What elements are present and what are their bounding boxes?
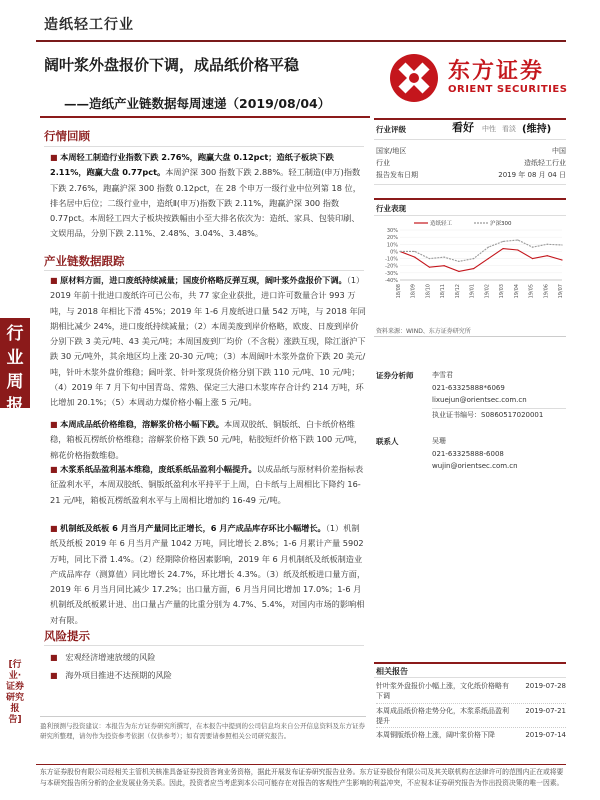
rating-info-row bbox=[376, 146, 566, 156]
legend-label: 沪深300 bbox=[490, 221, 512, 227]
chart-heading: 行业表现 bbox=[376, 204, 406, 213]
review-body: 本周沪深 300 指数下跌 2.88%。轻工制造(申万)指数下跌 2.76%，跑赢沪深 300 指数 0.12pct，在 28 个申万一级行业中位列第 18 位，排名居中后位；二级行业中，造纸Ⅱ(申万)指数下跌 2.11%，跑赢沪深 300 指数 0.77pct。本周轻工四大子板块按跌幅由小至大排名依次为：造纸、家具、包装印刷、文娱用品，分别下跌 2.11%、2.48%、3.04%、3.48%。 bbox=[50, 167, 361, 239]
bullet-icon: ■ bbox=[50, 420, 58, 429]
related-heading: 相关报告 bbox=[376, 667, 408, 676]
bullet-icon: ■ bbox=[50, 276, 58, 285]
brand-name-en: ORIENT SECURITIES bbox=[448, 84, 568, 95]
related-item[interactable] bbox=[376, 681, 566, 701]
data-point bbox=[561, 244, 562, 245]
tracking-body: （1）2019 年前十批进口废纸许可已公布，共 77 家企业获批，进口许可数量合计 993 万吨，与 2018 年相比下滑 45%；2019 年 1-6 月废纸进口量 542 万吨，与 2018 年同期相比减少 24%，进口废纸持续减量；（2）本周美废到岸价格略，欧废、日废到岸价分别下跌 3 美元/吨、43 美元/吨；本周国废到厂均价（不含税）涨跌互现，除江浙沪下跌 30 元/吨外，其余地区均上涨 20-30 元/吨；（3）本周阔叶木浆外盘价下跌 20 美元/吨，针叶木浆外盘价维稳；阔叶浆、针叶浆现货价格分别下跌 110 元/吨、10 元/吨；（4）2019 年 7 月下旬中国青岛、常熟、保定三大港口木浆库存合计约 214 万吨，环比增加 20.1%；（5）本周动力煤价格小幅上涨 5 元/吨。 bbox=[50, 275, 366, 408]
x-tick-label: 18/08 bbox=[396, 284, 402, 299]
related-date: 2019-07-28 bbox=[525, 682, 566, 690]
rating-info-row bbox=[376, 170, 566, 180]
divider bbox=[374, 336, 566, 337]
orient-logo-icon bbox=[388, 52, 440, 104]
data-point bbox=[429, 267, 430, 268]
related-title-cont: 下调 bbox=[376, 692, 390, 700]
risk-text: 宏观经济增速放缓的风险 bbox=[65, 652, 156, 662]
band-char: 报 bbox=[6, 396, 24, 416]
info-key: 行业 bbox=[376, 159, 390, 167]
data-point bbox=[429, 258, 430, 259]
section-heading-review: 行情回顾 bbox=[44, 129, 90, 143]
related-title: 本周成品纸价格走势分化，木浆系纸品盈利 bbox=[376, 707, 509, 715]
rating-info-row bbox=[376, 158, 566, 168]
info-value: 造纸轻工行业 bbox=[524, 159, 566, 167]
tracking-body: 本周双胶纸、铜版纸、白卡纸价格维稳，箱板瓦楞纸价格维稳；溶解浆价格下跌 50 元/吨，粘胶短纤价格下跌 100 元/吨，棉花价格指数维稳。 bbox=[50, 419, 363, 460]
y-tick-label: 0% bbox=[390, 249, 398, 256]
report-subtitle: ——造纸产业链数据每周速递（2019/08/04） bbox=[64, 96, 331, 111]
band-char: 行 bbox=[6, 324, 24, 344]
section-rule bbox=[44, 270, 364, 271]
bullet-icon: ■ bbox=[50, 653, 58, 662]
data-point bbox=[502, 241, 503, 242]
data-point bbox=[488, 258, 489, 259]
related-item[interactable] bbox=[376, 703, 566, 726]
report-title: 阔叶浆外盘报价下调，成品纸价格平稳 bbox=[44, 56, 300, 74]
vertical-category: [行业·证券研究报告] bbox=[6, 660, 25, 725]
tracking-item bbox=[50, 417, 366, 463]
rating-label: 行业评级 bbox=[376, 125, 406, 134]
info-value: 中国 bbox=[552, 147, 566, 155]
data-point bbox=[547, 255, 548, 256]
data-point bbox=[458, 271, 459, 272]
bullet-icon: ■ bbox=[50, 671, 58, 680]
data-point bbox=[517, 239, 518, 240]
related-title-cont: 提升 bbox=[376, 717, 390, 725]
data-point bbox=[399, 251, 400, 252]
tracking-item bbox=[50, 521, 366, 628]
x-tick-label: 19/05 bbox=[528, 284, 535, 299]
divider bbox=[374, 184, 566, 185]
section-rule bbox=[44, 146, 364, 147]
x-tick-label: 19/07 bbox=[558, 284, 564, 299]
legend-label: 造纸轻工 bbox=[430, 221, 453, 227]
bullet-icon: ■ bbox=[50, 524, 58, 533]
contact-email[interactable]: wujin@orientsec.com.cn bbox=[432, 462, 518, 470]
x-tick-label: 18/12 bbox=[454, 284, 461, 299]
info-key: 国家/地区 bbox=[376, 147, 407, 155]
title-underline bbox=[40, 116, 370, 118]
section-rule bbox=[44, 645, 364, 646]
series-line bbox=[400, 249, 562, 272]
industry-performance-chart bbox=[374, 218, 566, 310]
risk-item bbox=[50, 668, 366, 683]
data-point bbox=[561, 259, 562, 260]
y-tick-label: 20% bbox=[386, 235, 398, 242]
info-key: 报告发布日期 bbox=[376, 171, 418, 179]
tracking-body: 以成品纸与原材料价差指标表征盈利水平，本周双胶纸、铜版纸盈利水平持平于上周，白卡纸与上周相比下降约 16-21 元/吨，箱板瓦楞纸盈利水平与上周相比增加约 16-49 元/吨。 bbox=[50, 464, 364, 505]
rating-neutral: 中性 bbox=[482, 125, 496, 133]
x-tick-label: 19/02 bbox=[484, 284, 491, 299]
chart-source: 资料来源：WIND、东方证券研究所 bbox=[376, 328, 471, 335]
rating-value: 看好 bbox=[452, 121, 474, 134]
review-paragraph bbox=[50, 150, 366, 242]
data-point bbox=[473, 258, 474, 259]
analyst-license: 执业证书编号：S0860517020001 bbox=[432, 408, 566, 420]
data-point bbox=[458, 261, 459, 262]
x-tick-label: 19/06 bbox=[543, 284, 550, 299]
analyst-label: 证券分析师 bbox=[376, 371, 414, 380]
series-line bbox=[400, 240, 562, 261]
band-char: 周 bbox=[6, 372, 24, 392]
contact-phone: 021-63325888-6008 bbox=[432, 450, 504, 458]
data-point bbox=[517, 249, 518, 250]
industry-tag: 造纸轻工行业 bbox=[44, 17, 134, 33]
y-tick-label: -20% bbox=[385, 263, 398, 270]
tracking-body: （1）机制纸及纸板 2019 年 6 月当月产量 1042 万吨，同比增长 2.8%；1-6 月累计产量 5902 万吨，同比下滑 1.4%。（2）经期除价格因素影响，2019 年 6 月机制纸及纸板制造业产成品库存（测算值）同比增长 24.7%，环比增长 4.3%。（3）纸及纸板进口量方面，2019 年 6 月当月同比减少 17.2%；出口量方面，6 月当月同比增加 17.0%；1-6 月机制纸及纸板累计进、出口量占产量的比重分别为 4.7%、5.4%，对国内市场的影响相对有限。 bbox=[50, 523, 366, 625]
risk-item bbox=[50, 650, 366, 665]
top-divider bbox=[36, 40, 566, 42]
related-title: 针叶浆外盘报价小幅上涨，文化纸价格略有 bbox=[376, 682, 509, 690]
tracking-lead: 机制纸及纸板 6 月当月产量同比正增长，6 月产成品库存环比小幅增长。 bbox=[60, 523, 326, 533]
rating-negative: 看淡 bbox=[502, 125, 516, 133]
brand-name-cn: 东方证券 bbox=[448, 59, 545, 84]
data-point bbox=[488, 247, 489, 248]
analyst-phone: 021-63325888*6069 bbox=[432, 384, 505, 392]
related-date: 2019-07-14 bbox=[525, 731, 566, 739]
data-point bbox=[473, 268, 474, 269]
x-tick-label: 18/09 bbox=[410, 284, 417, 299]
tracking-lead: 本周成品纸价格维稳，溶解浆价格小幅下跌。 bbox=[60, 419, 224, 429]
contact-name: 吴珊 bbox=[432, 437, 446, 445]
x-tick-label: 19/03 bbox=[499, 284, 506, 299]
x-tick-label: 19/04 bbox=[513, 284, 520, 299]
x-tick-label: 18/11 bbox=[440, 284, 447, 299]
data-point bbox=[444, 257, 445, 258]
info-value: 2019 年 08 月 04 日 bbox=[498, 171, 566, 179]
section-heading-tracking: 产业链数据跟踪 bbox=[44, 254, 125, 268]
data-point bbox=[532, 258, 533, 259]
related-title: 本周铜版纸价格上涨，阔叶浆价格下降 bbox=[376, 731, 495, 739]
report-type-label bbox=[4, 322, 26, 418]
tracking-lead: 原材料方面，进口废纸持续减量；国废价格略反弹互现，阔叶浆外盘报价下调。 bbox=[60, 275, 347, 285]
tracking-lead: 木浆系纸品盈利基本维稳，废纸系纸品盈利小幅提升。 bbox=[60, 464, 257, 474]
review-lead: 本周轻工制造行业指数下跌 2.76%，跑赢大盘 0.12pct；造纸子板块下跌 2.11%，跑赢大盘 0.77pct。 bbox=[50, 152, 334, 178]
analyst-name: 李雪君 bbox=[432, 371, 453, 379]
band-char: 业 bbox=[6, 348, 24, 368]
related-item[interactable] bbox=[376, 727, 566, 740]
data-point bbox=[502, 248, 503, 249]
analyst-email[interactable]: lixuejun@orientsec.com.cn bbox=[432, 396, 527, 404]
data-point bbox=[414, 251, 415, 252]
bullet-icon: ■ bbox=[50, 465, 58, 474]
y-tick-label: -10% bbox=[385, 256, 398, 263]
y-tick-label: -40% bbox=[385, 278, 398, 284]
data-point bbox=[547, 244, 548, 245]
risk-text: 海外项目推进不达预期的风险 bbox=[65, 670, 172, 680]
forecast-disclaimer: 盈利预测与投资建议：本报告为东方证券研究所撰写，在本报告中提到的公司信息均来自公开信息资料及东方证券研究所整理，请勿作为投资参考依据（仅供参考）；如有需要请参照相关公司研究报告。 bbox=[40, 716, 366, 760]
footer-disclosure: 东方证券股份有限公司经相关主管机关核准具备证券投资咨询业务资格，据此开展发布证券研究报告业务。东方证券股份有限公司及其关联机构在法律许可的范围内正在或将要与本研究报告所分析的企业发展业务关系。因此，投资者应当考虑到本公司可能存在对报告的客观性产生影响的利益冲突，不应视本证券研究报告为作出投资决策的唯一因素。 bbox=[40, 768, 564, 787]
x-tick-label: 19/01 bbox=[469, 284, 476, 299]
contact-label: 联系人 bbox=[376, 437, 399, 446]
x-tick-label: 18/10 bbox=[425, 284, 432, 299]
y-tick-label: 30% bbox=[386, 228, 398, 234]
data-point bbox=[444, 265, 445, 266]
bullet-icon: ■ bbox=[50, 153, 58, 162]
footer-divider bbox=[36, 764, 566, 765]
rating-status: (维持) bbox=[522, 124, 552, 135]
related-date: 2019-07-21 bbox=[525, 707, 566, 715]
section-heading-risk: 风险提示 bbox=[44, 629, 90, 643]
y-tick-label: -30% bbox=[385, 270, 398, 277]
data-point bbox=[414, 257, 415, 258]
data-point bbox=[532, 247, 533, 248]
tracking-item bbox=[50, 462, 366, 508]
y-tick-label: 10% bbox=[386, 242, 398, 249]
tracking-item bbox=[50, 273, 366, 411]
